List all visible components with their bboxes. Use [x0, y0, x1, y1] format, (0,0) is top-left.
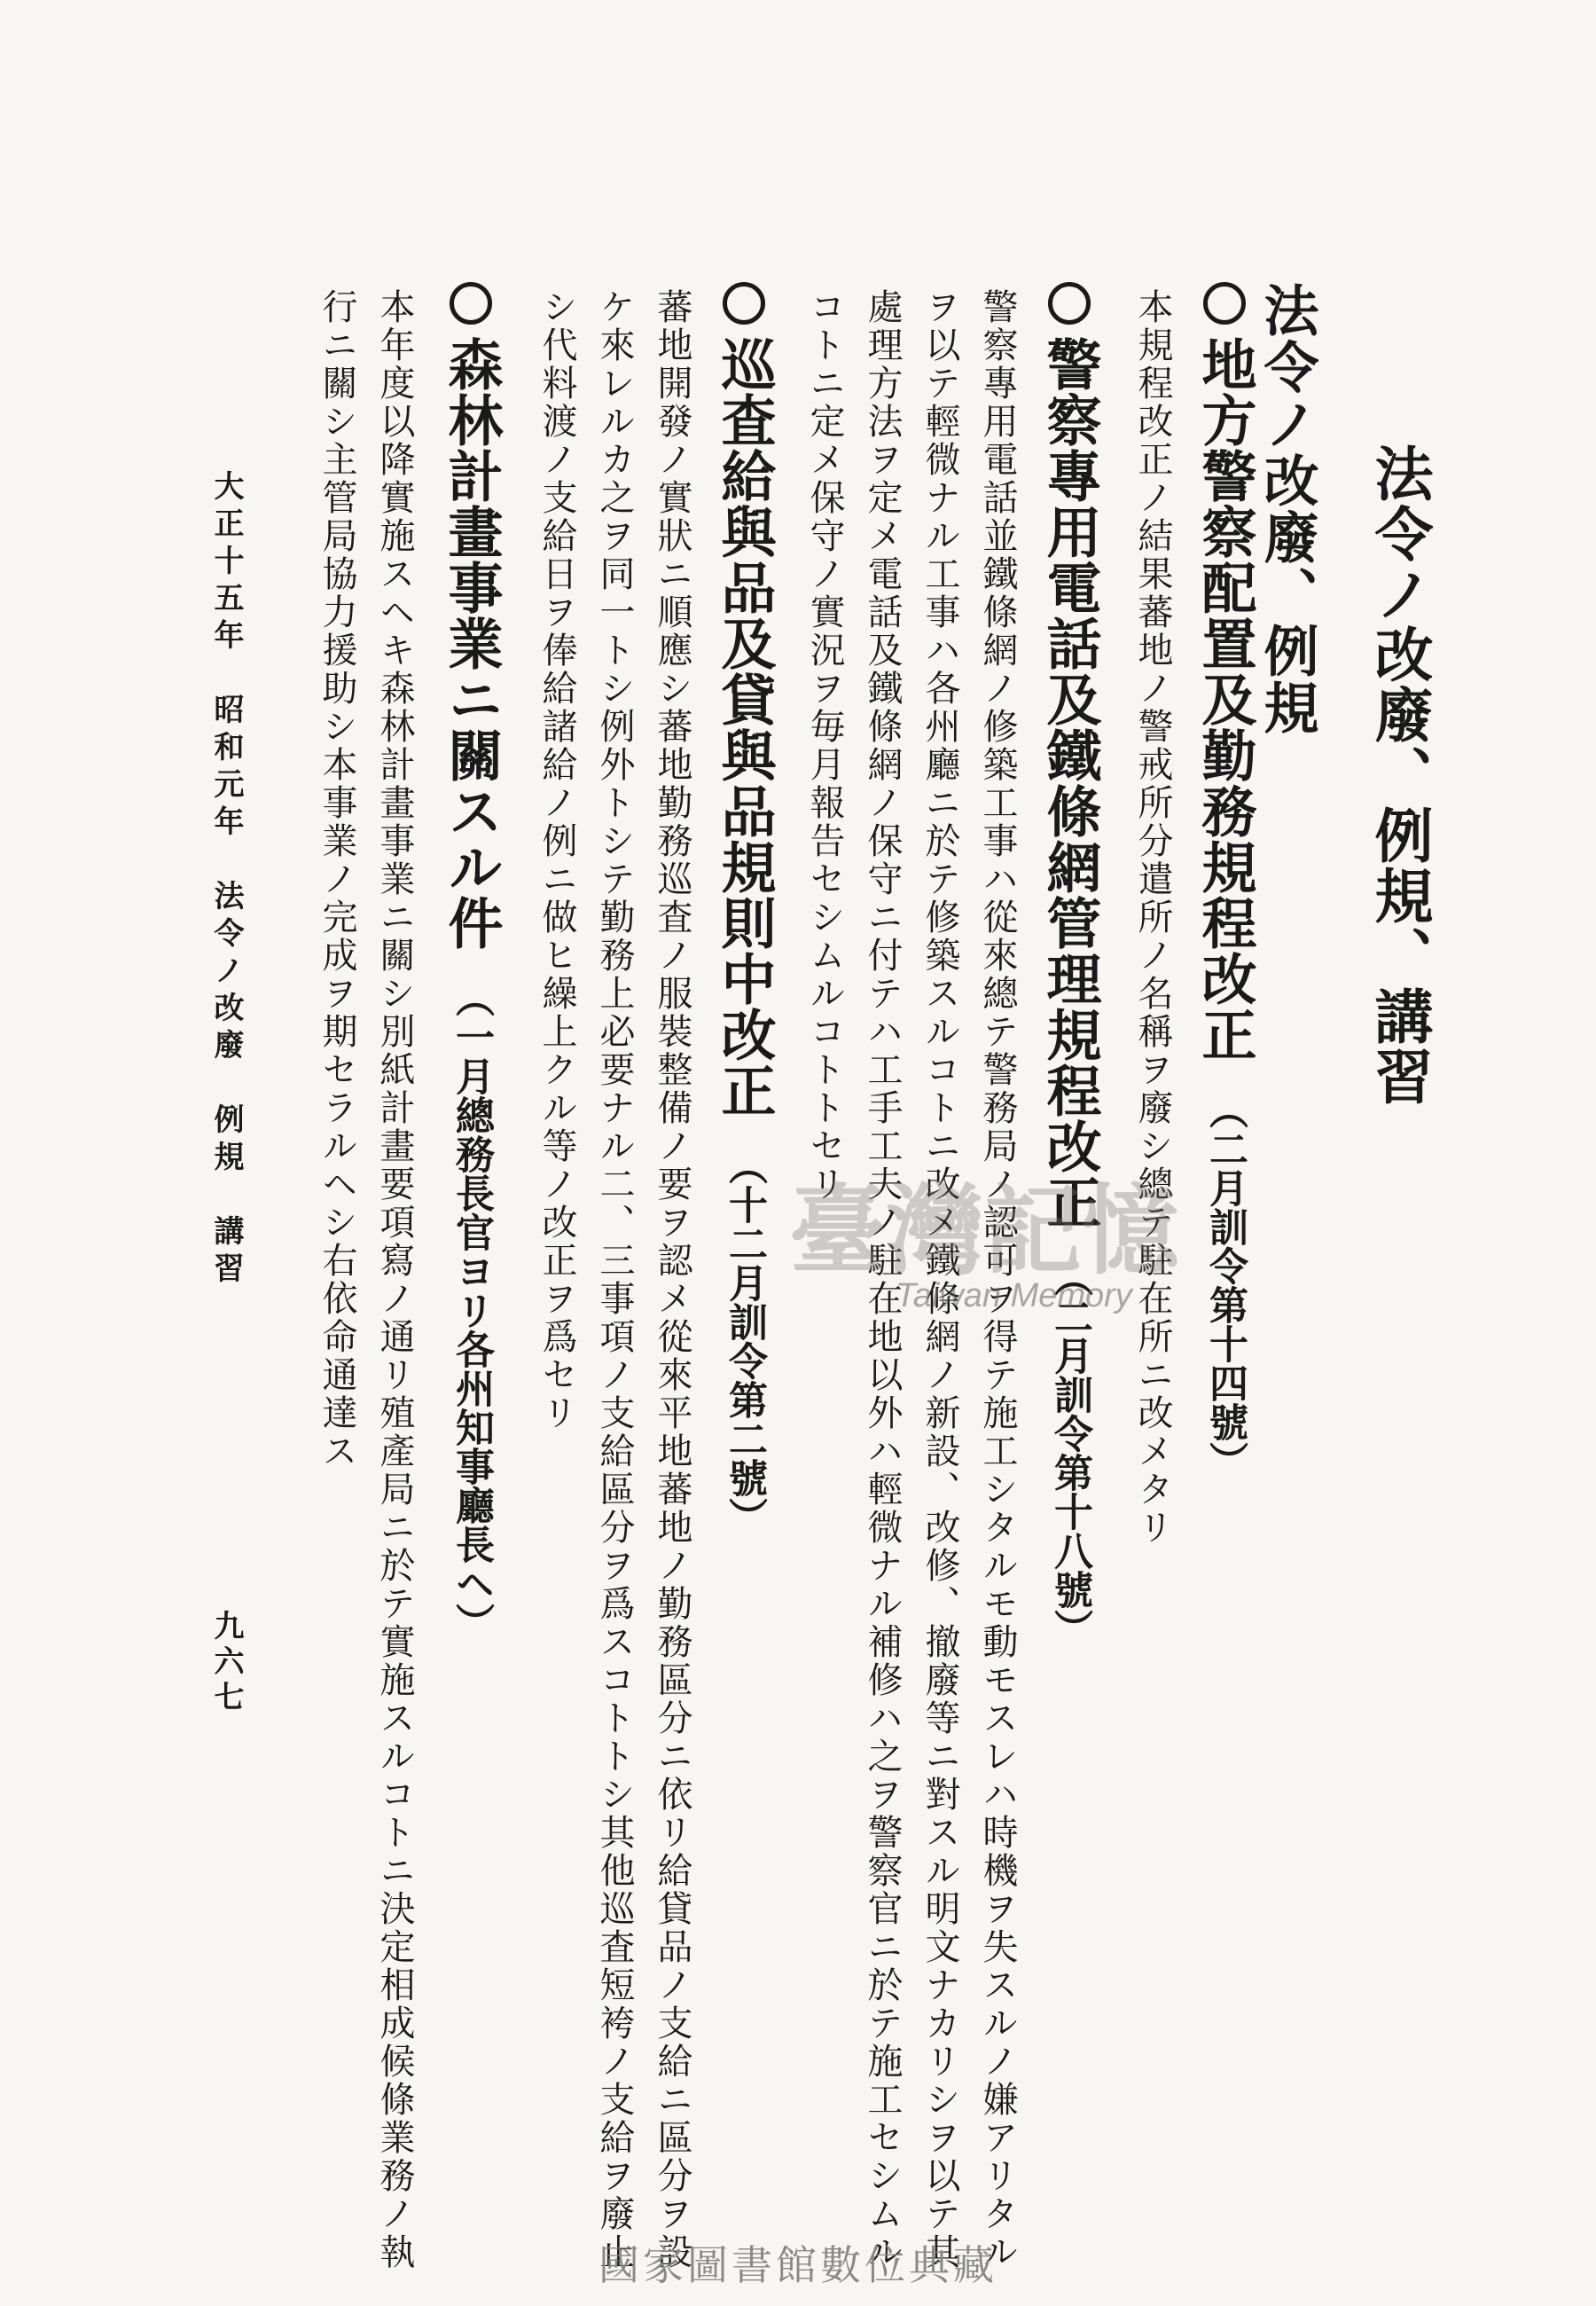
article-body-line: シ代料渡ノ支給日ヲ俸給諸給ノ例ニ做ヒ繰上クル等ノ改正ヲ爲セリ — [536, 288, 577, 1432]
bullet-circle-icon — [450, 282, 492, 325]
article-order: （二月訓令第十八號） — [1047, 1258, 1092, 1649]
article-order: （二月訓令第十四號） — [1202, 1090, 1248, 1481]
article-2-heading-column — [1037, 282, 1102, 1649]
library-stamp: 國家圖書館數位典藏 — [598, 2241, 998, 2289]
page-title: 法令ノ改廢、例規、講習 — [1365, 443, 1434, 1107]
article-body-line: 本年度以降實施スヘキ森林計畫事業ニ關シ別紙計畫要項寫ノ通リ殖產局ニ於テ實施スルコトニ決定相成候條業務ノ執 — [374, 288, 415, 2271]
article-title: 巡査給與品及貸與品規則中改正 — [712, 336, 777, 1119]
bullet-circle-icon — [723, 282, 765, 325]
article-body-line: 處理方法ヲ定メ電話及鐵條網ノ保守ニ付テハ工手工夫ノ駐在地以外ハ輕微ナル補修ハ之ヲ警察官ニ於テ施工セシムル — [862, 288, 903, 2271]
article-body-line: ケ來レルカ之ヲ同一トシ例外トシテ勤務上必要ナル二、三事項ノ支給區分ヲ爲スコトトシ其他巡査短袴ノ支給ヲ廢止 — [594, 288, 635, 2271]
running-head: 大正十五年 昭和元年 法令ノ改廢 例規 講習 — [208, 470, 244, 1290]
article-title: 地方警察配置及勤務規程改正 — [1193, 336, 1257, 1063]
article-body-line: 本規程改正ノ結果蕃地ノ警戒所分遣所ノ名稱ヲ廢シ總テ駐在所ニ改メタリ — [1132, 288, 1173, 1547]
article-order: （十二月訓令第二號） — [722, 1146, 767, 1537]
bullet-circle-icon — [1048, 282, 1091, 325]
section-title: 法令ノ改廢、例規 — [1255, 282, 1319, 736]
article-body-line: 蕃地開發ノ實狀ニ順應シ蕃地勤務巡査ノ服裝整備ノ要ヲ認メ從來平地蕃地ノ勤務區分ニ依リ給貸品ノ支給ニ區分ヲ設 — [652, 288, 692, 2271]
article-title: 森林計畫事業ニ關スル件 — [439, 336, 504, 952]
article-body-line: 警察專用電話並鐵條網ノ修築工事ハ從來總テ警務局ノ認可ヲ得テ施工シタルモ動モスレハ時機ヲ失スルノ嫌アリタル — [977, 288, 1018, 2271]
article-1-heading-column — [1193, 282, 1257, 1481]
article-4-heading-column — [439, 282, 504, 1643]
watermark-subtitle: Taiwan Memory — [896, 1277, 1132, 1314]
article-body-line: コトニ定メ保守ノ實況ヲ毎月報告セシムルコトトセリ — [804, 288, 845, 1204]
watermark-logo: 臺灣記憶 — [789, 1173, 1179, 1288]
article-order: （一月總務長官ヨリ各州知事廳長ヘ） — [449, 978, 494, 1643]
article-body-line: ヲ以テ輕微ナル工事ハ各州廳ニ於テ修築スルコトニ改メ鐵條網ノ新設、改修、撤廢等ニ對スル明文ナカリシヲ以テ其 — [919, 288, 960, 2271]
article-3-heading-column — [712, 282, 777, 1537]
article-body-line: 行ニ關シ主管局協力援助シ本事業ノ完成ヲ期セラルヘシ右依命通達ス — [317, 288, 357, 1471]
bullet-circle-icon — [1203, 282, 1246, 325]
page-number: 九六七 — [208, 1610, 244, 1716]
article-title: 警察專用電話及鐵條網管理規程改正 — [1037, 336, 1102, 1231]
